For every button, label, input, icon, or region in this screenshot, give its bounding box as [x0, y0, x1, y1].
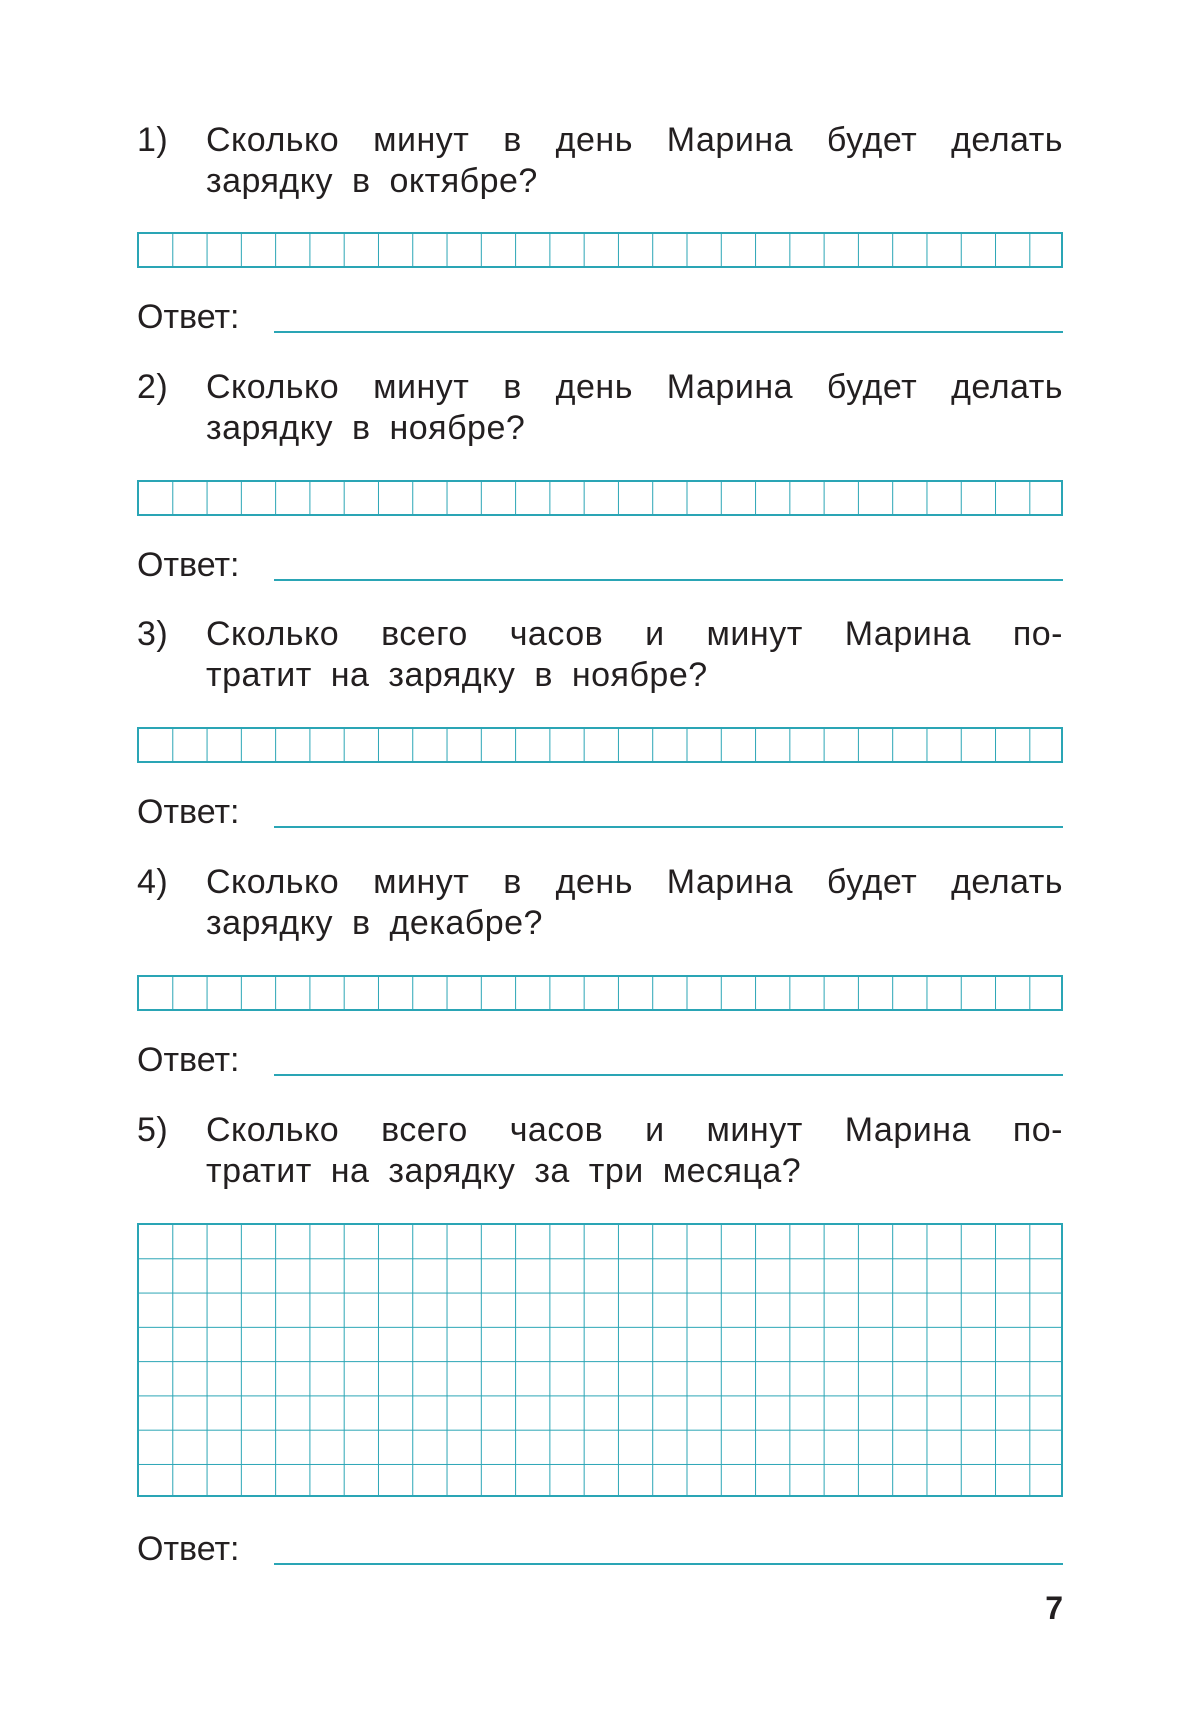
question-number: 5) — [137, 1111, 169, 1149]
answer-row-1 — [137, 298, 1063, 338]
question-text-line2: тратит на зарядку за три месяца? — [206, 1152, 802, 1190]
question-number: 3) — [137, 615, 169, 653]
answer-line[interactable] — [274, 579, 1063, 581]
question-number: 1) — [137, 121, 169, 159]
answer-row-4 — [137, 1041, 1063, 1081]
question-text-line1: Сколько минут в день Марина будет делать — [206, 863, 1063, 901]
question-text-line1: Сколько всего часов и минут Марина по- — [206, 1111, 1063, 1149]
work-grid-strip-4[interactable] — [137, 975, 1063, 1011]
work-grid-strip-3[interactable] — [137, 727, 1063, 763]
answer-label: Ответ: — [137, 1041, 240, 1079]
question-text-line2: тратит на зарядку в ноябре? — [206, 656, 708, 694]
work-grid-strip-1[interactable] — [137, 232, 1063, 268]
question-text-line1: Сколько минут в день Марина будет делать — [206, 121, 1063, 159]
answer-line[interactable] — [274, 1563, 1063, 1565]
answer-line[interactable] — [274, 826, 1063, 828]
answer-row-3 — [137, 793, 1063, 833]
question-number: 4) — [137, 863, 169, 901]
question-text-line1: Сколько всего часов и минут Марина по- — [206, 615, 1063, 653]
work-grid-large[interactable] — [137, 1223, 1063, 1497]
page-number: 7 — [1045, 1590, 1063, 1626]
question-text-line2: зарядку в октябре? — [206, 162, 538, 200]
answer-line[interactable] — [274, 331, 1063, 333]
question-number: 2) — [137, 368, 169, 406]
answer-label: Ответ: — [137, 793, 240, 831]
question-text-line2: зарядку в декабре? — [206, 904, 543, 942]
answer-line[interactable] — [274, 1074, 1063, 1076]
question-text-line1: Сколько минут в день Марина будет делать — [206, 368, 1063, 406]
work-grid-strip-2[interactable] — [137, 480, 1063, 516]
answer-row-5 — [137, 1530, 1063, 1570]
answer-row-2 — [137, 546, 1063, 586]
answer-label: Ответ: — [137, 546, 240, 584]
answer-label: Ответ: — [137, 298, 240, 336]
question-text-line2: зарядку в ноябре? — [206, 409, 526, 447]
answer-label: Ответ: — [137, 1530, 240, 1568]
